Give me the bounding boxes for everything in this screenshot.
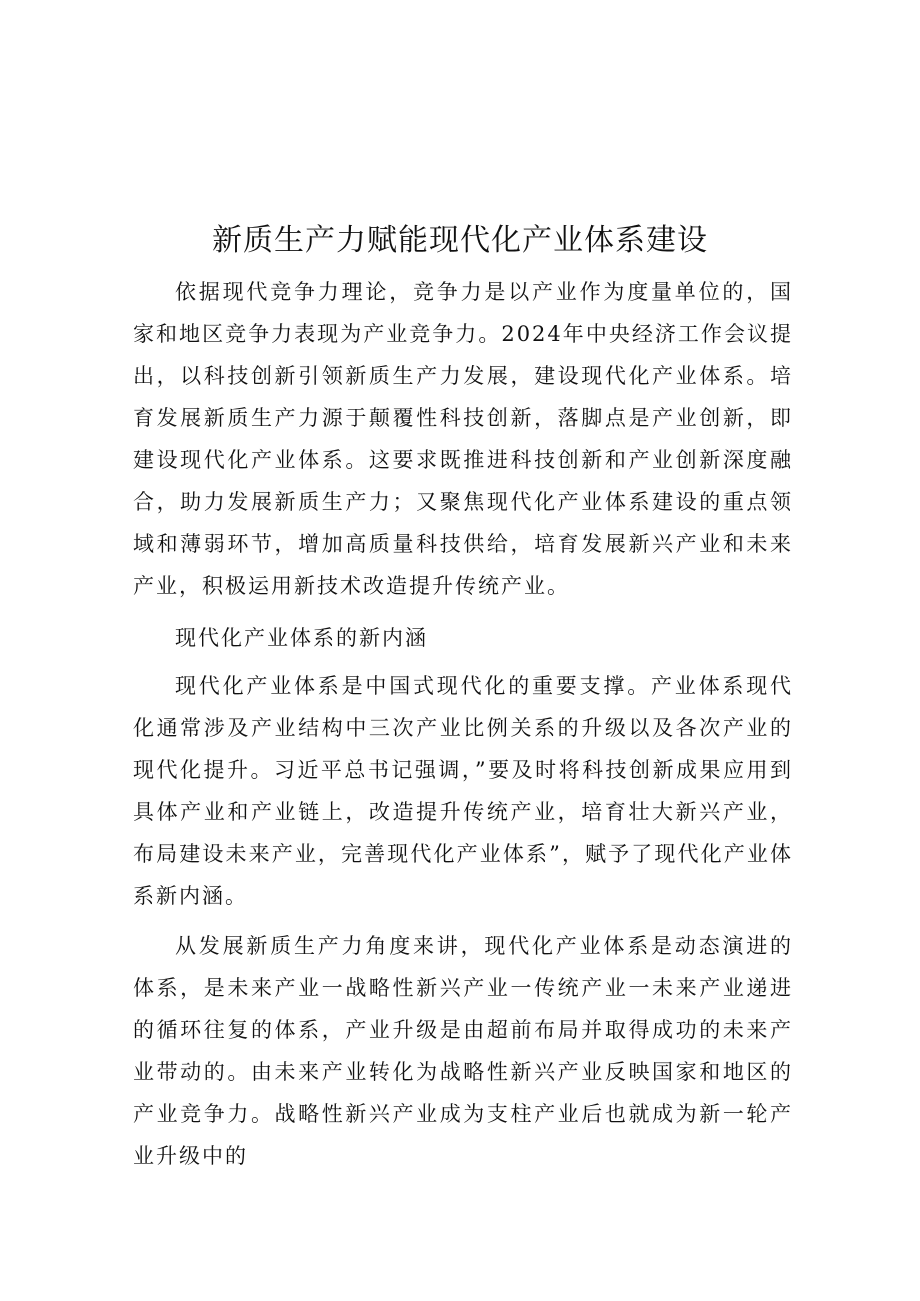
document-title: 新质生产力赋能现代化产业体系建设	[212, 223, 708, 258]
section-heading: 现代化产业体系的新内涵	[175, 626, 428, 650]
paragraph-development: 从发展新质生产力角度来讲，现代化产业体系是动态演进的体系，是未来产业一战略性新兴产业一传统产业一未来产业递进的循环往复的体系，产业升级是由超前布局并取得成功的未来产业带动的。由未来产业转化为战略性新兴产业反映国家和地区的产业竞争力。战略性新兴产业成为支柱产业后也就成为新一轮产业升级中的	[133, 934, 793, 1168]
paragraph-connotation: 现代化产业体系是中国式现代化的重要支撑。产业体系现代化通常涉及产业结构中三次产业比例关系的升级以及各次产业的现代化提升。习近平总书记强调，”要及时将科技创新成果应用到具体产业和产业链上，改造提升传统产业，培育壮大新兴产业，布局建设未来产业，完善现代化产业体系”，赋予了现代化产业体系新内涵。	[133, 674, 793, 908]
paragraph-intro: 依据现代竞争力理论，竞争力是以产业作为度量单位的，国家和地区竞争力表现为产业竞争力。2024年中央经济工作会议提出，以科技创新引领新质生产力发展，建设现代化产业体系。培育发展新质生产力源于颠覆性科技创新，落脚点是产业创新，即建设现代化产业体系。这要求既推进科技创新和产业创新深度融合，助力发展新质生产力；又聚焦现代化产业体系建设的重点领域和薄弱环节，增加高质量科技供给，培育发展新兴产业和未来产业，积极运用新技术改造提升传统产业。	[133, 280, 793, 598]
